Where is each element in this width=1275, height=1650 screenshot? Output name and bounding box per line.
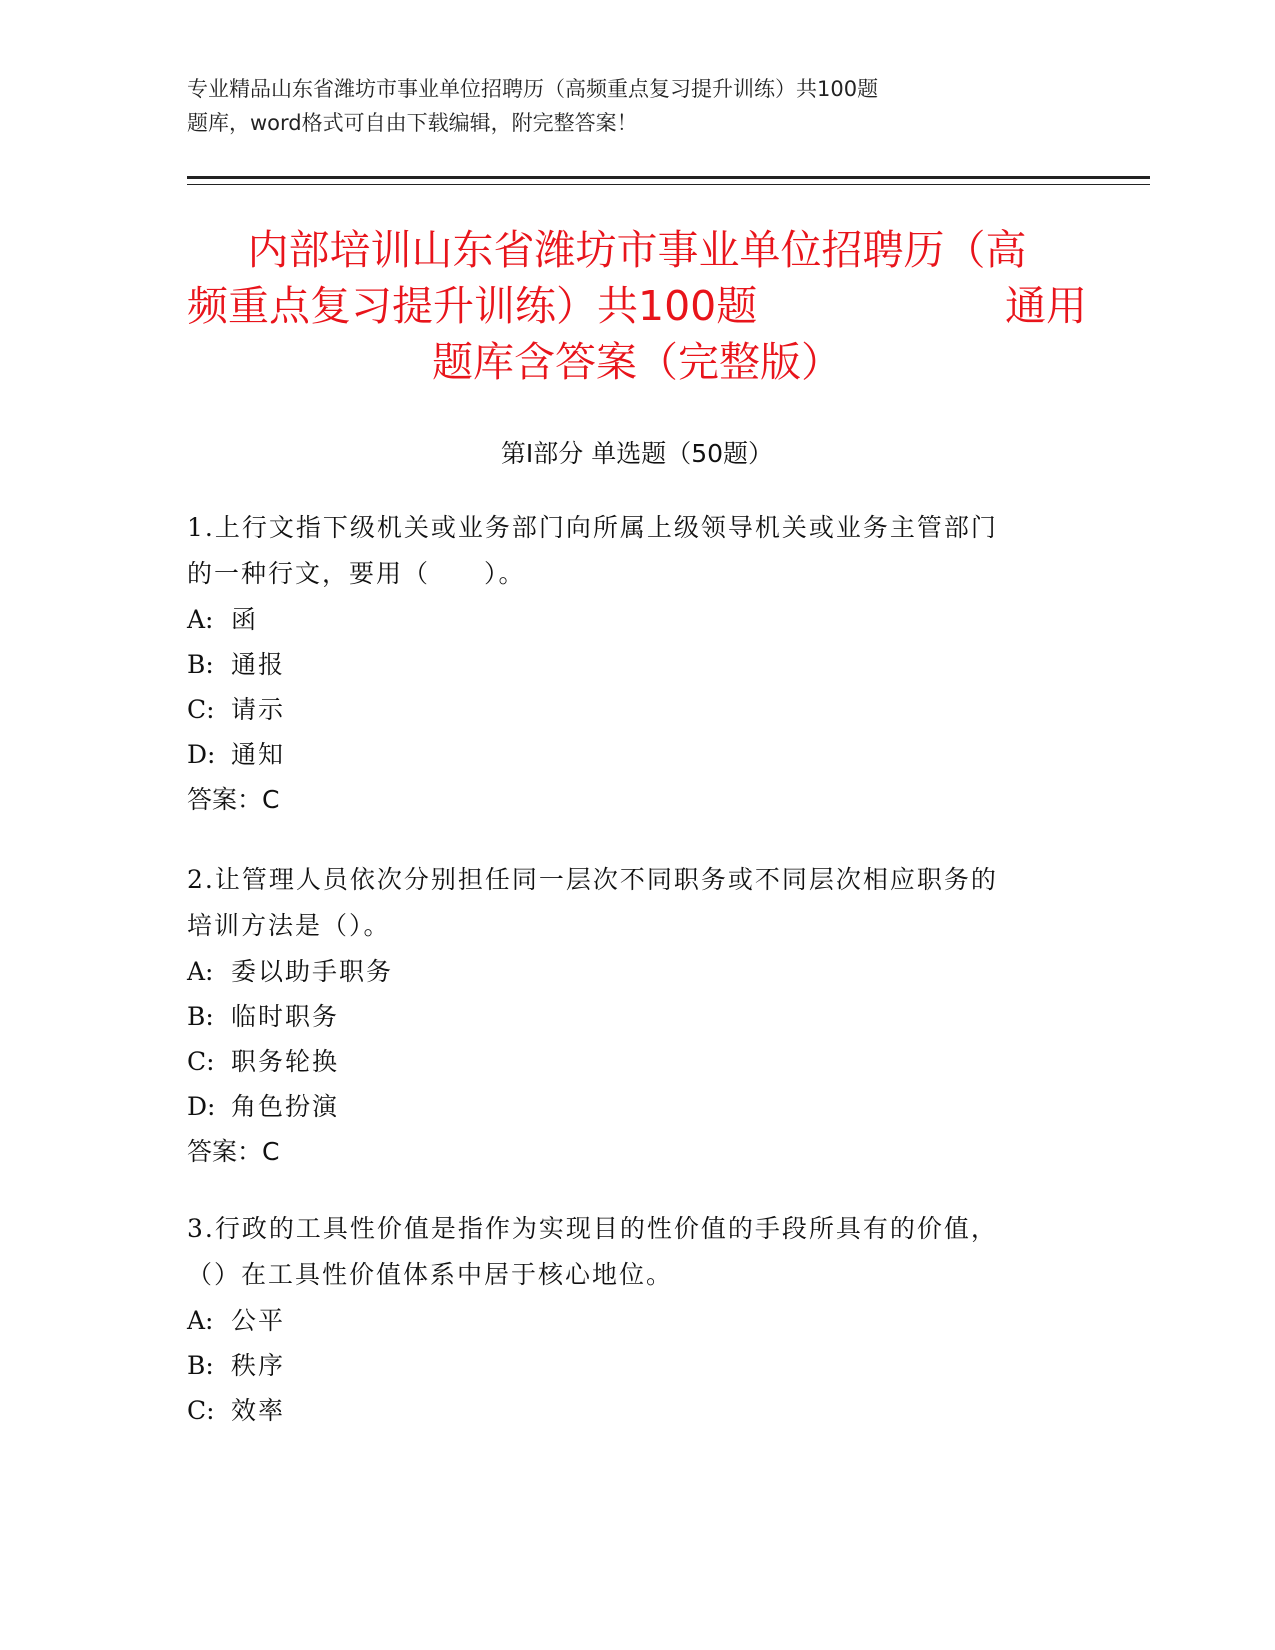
title-line-1: 内部培训山东省潍坊市事业单位招聘历（高 xyxy=(247,226,1027,274)
question-2-stem-line-2: 培训方法是（）。 xyxy=(187,911,391,940)
question-1-stem-line-2: 的一种行文，要用（ ）。 xyxy=(187,559,526,588)
question-3-option-c xyxy=(187,1388,1087,1433)
title-line-2-tail: 通用 xyxy=(1005,282,1087,330)
question-2-option-a xyxy=(187,949,1087,994)
option-letter: B: xyxy=(187,1351,214,1380)
option-text: 公平 xyxy=(231,1306,286,1335)
option-letter: B: xyxy=(187,650,214,679)
header-rule-thin xyxy=(187,184,1150,185)
option-text: 职务轮换 xyxy=(231,1047,340,1076)
question-1-option-a xyxy=(187,597,1087,642)
option-text: 请示 xyxy=(231,695,286,724)
question-1 xyxy=(187,505,1087,823)
header-note xyxy=(187,72,1047,140)
option-letter: C: xyxy=(187,1047,215,1076)
option-text: 委以助手职务 xyxy=(231,957,394,986)
option-text: 效率 xyxy=(231,1396,286,1425)
question-2-option-b xyxy=(187,994,1087,1039)
option-text: 函 xyxy=(231,605,259,634)
title-line-3: 题库含答案（完整版） xyxy=(432,338,842,386)
option-letter: B: xyxy=(187,1002,214,1031)
option-letter: A: xyxy=(187,1306,214,1335)
question-2 xyxy=(187,857,1087,1175)
question-3-option-b xyxy=(187,1343,1087,1388)
option-text: 通知 xyxy=(231,740,286,769)
option-letter: C: xyxy=(187,1396,215,1425)
option-text: 通报 xyxy=(231,650,286,679)
option-letter: C: xyxy=(187,695,215,724)
title-line-2 xyxy=(187,278,1087,334)
question-1-stem-line-1: 1.上行文指下级机关或业务部门向所属上级领导机关或业务主管部门 xyxy=(187,513,998,542)
question-3 xyxy=(187,1206,1087,1433)
question-3-stem-line-2: （）在工具性价值体系中居于核心地位。 xyxy=(187,1260,674,1289)
option-text: 角色扮演 xyxy=(231,1092,340,1121)
header-rule-thick xyxy=(187,176,1150,179)
option-letter: A: xyxy=(187,605,214,634)
option-letter: D: xyxy=(187,1092,216,1121)
question-3-option-a xyxy=(187,1298,1087,1343)
header-note-line-2: 题库，word格式可自由下载编辑，附完整答案！ xyxy=(187,111,638,135)
question-3-stem-line-1: 3.行政的工具性价值是指作为实现目的性价值的手段所具有的价值， xyxy=(187,1214,998,1243)
question-2-option-d xyxy=(187,1084,1087,1129)
option-text: 秩序 xyxy=(231,1351,286,1380)
title-line-2-main: 频重点复习提升训练）共100题 xyxy=(187,282,758,330)
document-title xyxy=(187,222,1087,390)
question-1-option-d xyxy=(187,732,1087,777)
option-letter: D: xyxy=(187,740,216,769)
option-text: 临时职务 xyxy=(231,1002,340,1031)
question-1-option-b xyxy=(187,642,1087,687)
question-2-option-c xyxy=(187,1039,1087,1084)
question-2-stem-line-1: 2.让管理人员依次分别担任同一层次不同职务或不同层次相应职务的 xyxy=(187,865,998,894)
question-2-answer: 答案：C xyxy=(187,1137,280,1166)
option-letter: A: xyxy=(187,957,214,986)
section-title: 第Ⅰ部分 单选题（50题） xyxy=(500,439,774,468)
question-1-answer: 答案：C xyxy=(187,785,280,814)
header-note-line-1: 专业精品山东省潍坊市事业单位招聘历（高频重点复习提升训练）共100题 xyxy=(187,77,879,101)
question-1-option-c xyxy=(187,687,1087,732)
